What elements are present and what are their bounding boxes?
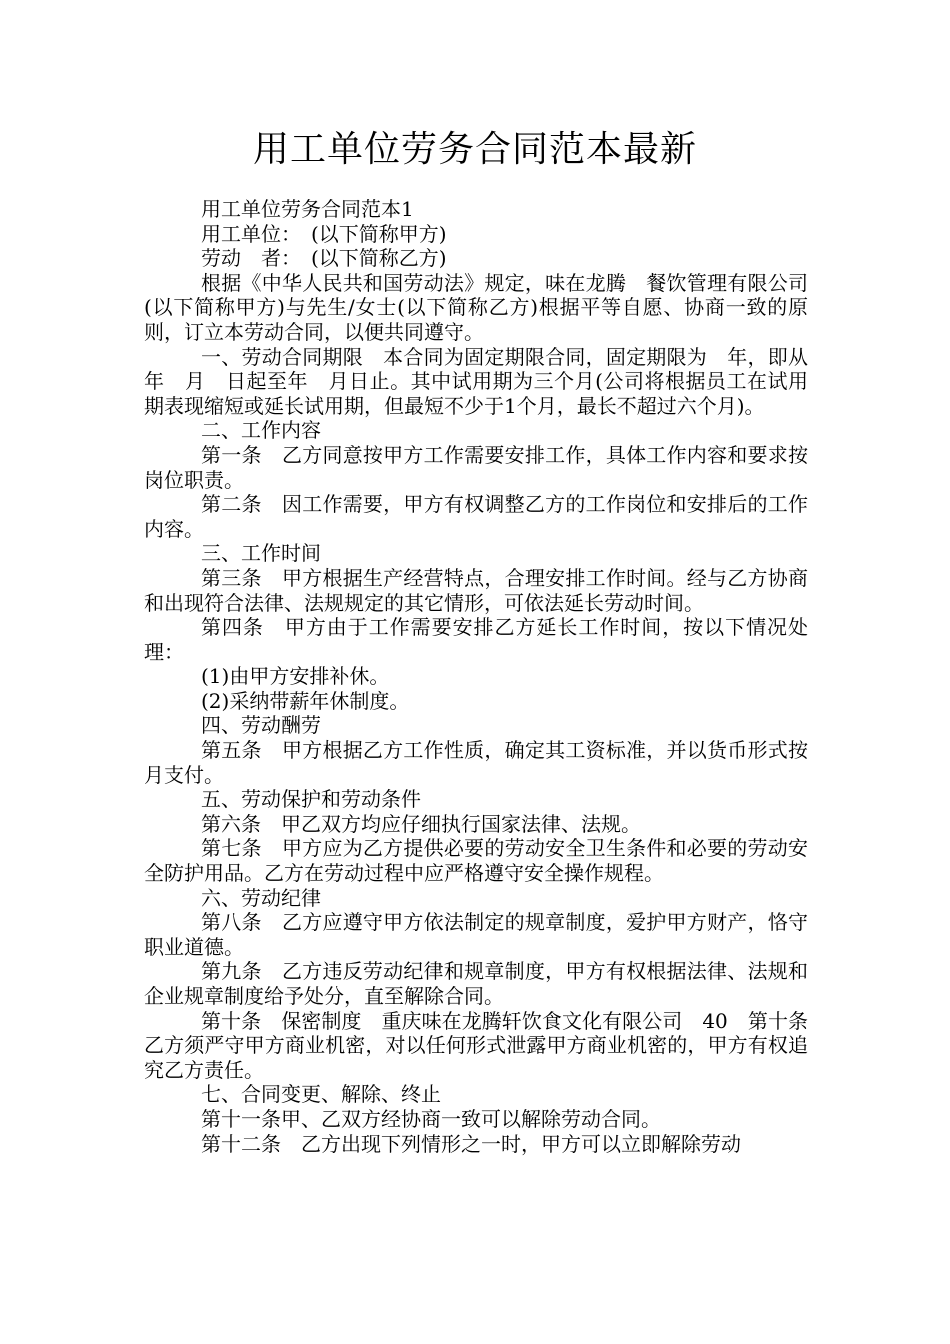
document-title: 用工单位劳务合同范本最新 (252, 129, 697, 170)
section-heading: 二、工作内容 (201, 418, 321, 443)
section-heading: 七、合同变更、解除、终止 (201, 1082, 441, 1107)
section-heading: 三、工作时间 (201, 541, 321, 566)
paragraph: 第七条 甲方应为乙方提供必要的劳动安全卫生条件和必要的劳动安全防护用品。乙方在劳动过程中应严格遵守安全操作规程。 (144, 836, 808, 886)
list-item: (1)由甲方安排补休。 (201, 664, 390, 689)
paragraph: 第八条 乙方应遵守甲方依法制定的规章制度，爱护甲方财产，恪守职业道德。 (144, 910, 808, 959)
paragraph: 第一条 乙方同意按甲方工作需要安排工作，具体工作内容和要求按岗位职责。 (144, 442, 808, 492)
document-body (144, 197, 828, 1156)
paragraph: 第五条 甲方根据乙方工作性质，确定其工资标准，并以货币形式按月支付。 (144, 738, 808, 787)
paragraph: 用工单位： (以下简称甲方) (201, 221, 447, 246)
section-heading: 六、劳动纪律 (201, 885, 321, 910)
paragraph: 第九条 乙方违反劳动纪律和规章制度，甲方有权根据法律、法规和企业规章制度给予处分，直至解除合同。 (144, 959, 808, 1008)
paragraph: 根据《中华人民共和国劳动法》规定，味在龙腾 餐饮管理有限公司(以下简称甲方)与先生/女士(以下简称乙方)根据平等自愿、协商一致的原则，订立本劳动合同，以便共同遵守。 (144, 270, 808, 344)
section-heading: 四、劳动酬劳 (201, 713, 321, 738)
paragraph: 第十二条 乙方出现下列情形之一时，甲方可以立即解除劳动 (201, 1131, 741, 1156)
paragraph: 第六条 甲乙双方均应仔细执行国家法律、法规。 (201, 811, 641, 836)
section-heading: 五、劳动保护和劳动条件 (201, 787, 421, 812)
paragraph: 第三条 甲方根据生产经营特点，合理安排工作时间。经与乙方协商和出现符合法律、法规规定的其它情形，可依法延长劳动时间。 (144, 565, 808, 615)
paragraph: 一、劳动合同期限 本合同为固定期限合同，固定期限为 年，即从 年 月 日起至年 月日止。其中试用期为三个月(公司将根据员工在试用期表现缩短或延长试用期，但最短不少于1个月，最长不超过六个月)。 (144, 344, 828, 418)
paragraph: 第十条 保密制度 重庆味在龙腾轩饮食文化有限公司 40 第十条 乙方须严守甲方商业机密，对以任何形式泄露甲方商业机密的，甲方有权追究乙方责任。 (144, 1008, 828, 1082)
paragraph: 劳动 者： (以下简称乙方) (201, 246, 447, 271)
paragraph: 用工单位劳务合同范本1 (201, 197, 414, 221)
paragraph: 第四条 甲方由于工作需要安排乙方延长工作时间，按以下情况处理： (144, 615, 808, 664)
list-item: (2)采纳带薪年休制度。 (201, 688, 410, 713)
paragraph: 第十一条甲、乙双方经协商一致可以解除劳动合同。 (201, 1106, 661, 1131)
paragraph: 第二条 因工作需要，甲方有权调整乙方的工作岗位和安排后的工作内容。 (144, 492, 808, 541)
